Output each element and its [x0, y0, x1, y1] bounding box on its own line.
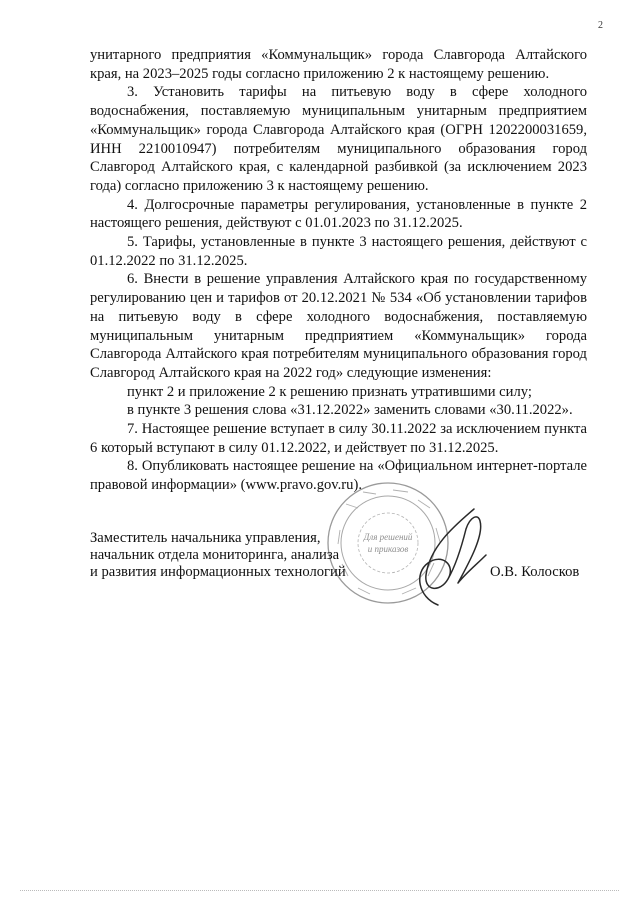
paragraph-item-4: 4. Долгосрочные параметры регулирования, установленные в пункте 2 настоящего решения, действуют с 01.01.2023 по 31.12.2025. [90, 196, 587, 232]
paragraph-continuation: унитарного предприятия «Коммунальщик» города Славгорода Алтайского края, на 2023–2025 годы согласно приложению 2 к настоящему решению. [90, 47, 587, 82]
document-body [90, 46, 587, 495]
paragraph-item-3: 3. Установить тарифы на питьевую воду в сфере холодного водоснабжения, поставляемую муниципальным унитарным предприятием «Коммунальщик» города Славгорода Алтайского края (ОГРН 1202200031659, ИНН 2210010947) потребителям муниципального образования город Славгород Алтайского края, с календарной разбивкой (за исключением 2023 года) согласно приложению 3 к настоящему решению. [90, 84, 587, 194]
signatory-position-line-2: начальник отдела мониторинга, анализа [90, 547, 340, 563]
stamp-text-line-1: Для решений [363, 532, 413, 542]
signatory-position [90, 530, 346, 581]
signatory-position-line-3: и развития информационных технологий [90, 564, 346, 580]
paragraph-item-6: 6. Внести в решение управления Алтайского края по государственному регулированию цен и тарифов от 20.12.2021 № 534 «Об установлении тарифов на питьевую воду в сфере холодного водоснабжения, поставляемую муниципальным унитарным предприятием «Коммунальщик» города Славгорода Алтайского края потребителям муниципального образования город Славгород Алтайского края на 2022 год» следующие изменения: [90, 271, 587, 381]
paragraph-item-6-subitem-2: в пункте 3 решения слова «31.12.2022» заменить словами «30.11.2022». [127, 402, 573, 419]
paragraph-item-7: 7. Настоящее решение вступает в силу 30.11.2022 за исключением пункта 6 который вступают в силу 01.12.2022, и действует по 31.12.2025. [90, 421, 587, 456]
signatory-position-line-1: Заместитель начальника управления, [90, 530, 321, 546]
paragraph-item-8: 8. Опубликовать настоящее решение на «Официальном интернет-портале правовой информации» (www.pravo.gov.ru). [90, 458, 587, 494]
paragraph-item-5: 5. Тарифы, установленные в пункте 3 настоящего решения, действуют с 01.12.2022 по 31.12.2025. [90, 234, 587, 269]
signatory-name: О.В. Колосков [490, 564, 580, 580]
handwritten-signature [400, 505, 490, 615]
bottom-divider [20, 890, 619, 891]
page-number: 2 [598, 20, 603, 31]
paragraph-item-6-subitem-1: пункт 2 и приложение 2 к решению признать утратившими силу; [127, 383, 532, 400]
stamp-text-line-2: и приказов [367, 544, 409, 554]
